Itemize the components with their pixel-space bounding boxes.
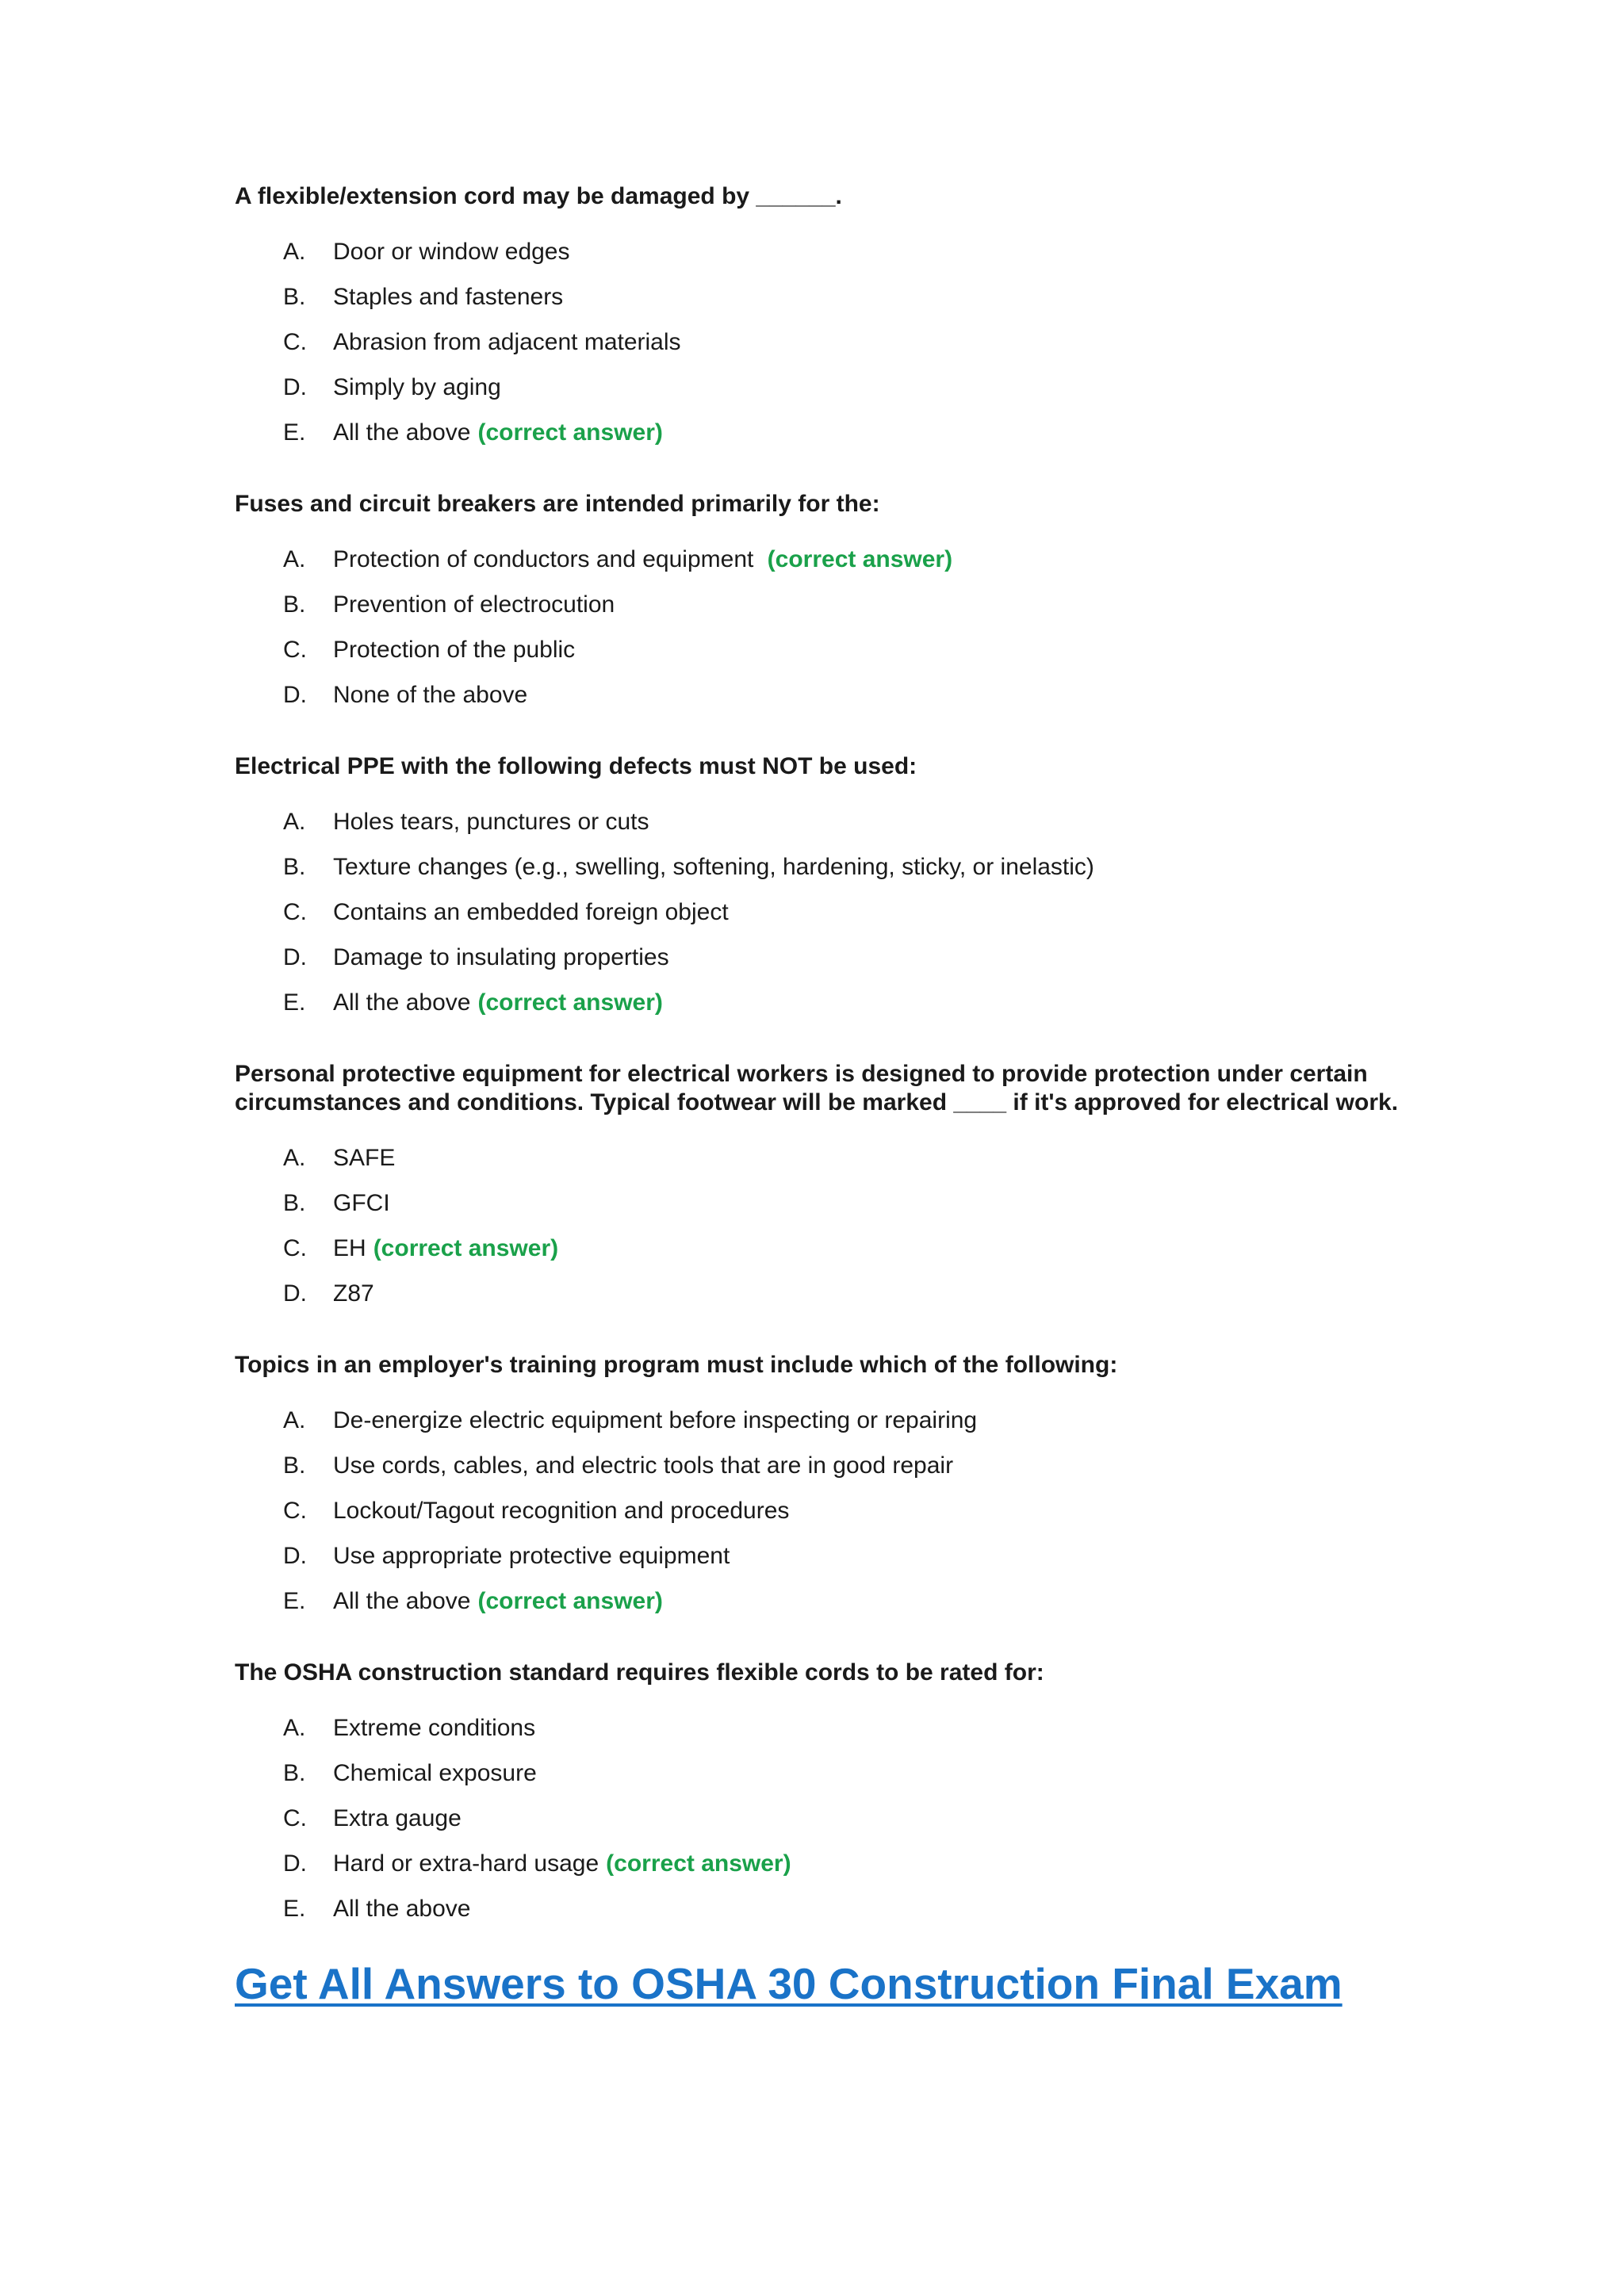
answer-option [283, 1452, 1472, 1480]
correct-answer-tag: (correct answer) [477, 419, 663, 446]
correct-answer-tag: (correct answer) [477, 989, 663, 1016]
option-letter: C. [283, 1805, 307, 1831]
answer-option [283, 1850, 1472, 1878]
question-text: Electrical PPE with the following defects must NOT be used: [235, 753, 917, 779]
answer-options [235, 1144, 1472, 1308]
option-label: Protection of the public [333, 637, 576, 663]
option-letter: A. [283, 1407, 306, 1433]
option-letter: D. [283, 1280, 307, 1307]
option-label: Abrasion from adjacent materials [333, 329, 681, 355]
answer-options [235, 238, 1472, 447]
answer-option [283, 898, 1472, 927]
option-letter: B. [283, 284, 306, 310]
option-label: Extra gauge [333, 1805, 462, 1831]
option-label: Simply by aging [333, 374, 501, 400]
correct-answer-tag: (correct answer) [767, 546, 953, 572]
option-letter: A. [283, 1715, 306, 1741]
option-label: Use appropriate protective equipment [333, 1543, 730, 1569]
option-label: Staples and fasteners [333, 284, 564, 310]
option-letter: D. [283, 374, 307, 400]
option-letter: B. [283, 1760, 306, 1786]
option-label: GFCI [333, 1190, 390, 1216]
answer-option [283, 373, 1472, 402]
answer-option [283, 419, 1472, 447]
answer-option [283, 808, 1472, 836]
question-block [235, 1659, 1472, 1923]
option-label: All the above [333, 1896, 471, 1922]
option-label: Hard or extra-hard usage [333, 1850, 599, 1877]
option-label: Texture changes (e.g., swelling, softening, hardening, sticky, or inelastic) [333, 854, 1094, 880]
option-letter: D. [283, 1850, 307, 1877]
option-label: None of the above [333, 682, 528, 708]
answer-option [283, 1280, 1472, 1308]
answer-option [283, 943, 1472, 972]
answer-option [283, 1234, 1472, 1263]
answer-option [283, 681, 1472, 710]
quiz-document [235, 182, 1472, 2009]
option-label: Protection of conductors and equipment [333, 546, 760, 572]
option-label: Chemical exposure [333, 1760, 537, 1786]
question-block [235, 1060, 1472, 1308]
answer-option [283, 853, 1472, 882]
answer-option [283, 591, 1472, 619]
option-label: Use cords, cables, and electric tools that are in good repair [333, 1452, 954, 1479]
question-text: A flexible/extension cord may be damaged by ______. [235, 183, 842, 209]
answer-option [283, 1804, 1472, 1833]
question-list [235, 182, 1472, 1923]
option-letter: B. [283, 854, 306, 880]
option-letter: C. [283, 329, 307, 355]
option-letter: D. [283, 944, 307, 970]
question-block [235, 490, 1472, 710]
answer-option [283, 1714, 1472, 1743]
answer-option [283, 328, 1472, 357]
answer-options [235, 808, 1472, 1017]
option-label: Prevention of electrocution [333, 591, 615, 618]
option-label: Door or window edges [333, 239, 570, 265]
answer-option [283, 545, 1472, 574]
option-label: EH [333, 1235, 366, 1261]
answer-option [283, 1759, 1472, 1788]
answer-option [283, 1587, 1472, 1616]
answer-option [283, 1144, 1472, 1173]
option-label: Holes tears, punctures or cuts [333, 809, 649, 835]
correct-answer-tag: (correct answer) [373, 1235, 559, 1261]
final-exam-answers-link[interactable]: Get All Answers to OSHA 30 Construction Final Exam [235, 1959, 1342, 2008]
question-text: Personal protective equipment for electrical workers is designed to provide protection under certain circumstances and conditions. Typical footwear will be marked ____ if it's approved for electrical work. [235, 1061, 1399, 1115]
question-text: Topics in an employer's training program must include which of the following: [235, 1352, 1118, 1378]
correct-answer-tag: (correct answer) [606, 1850, 791, 1877]
question-text: The OSHA construction standard requires flexible cords to be rated for: [235, 1659, 1044, 1686]
option-letter: B. [283, 1190, 306, 1216]
option-letter: C. [283, 1498, 307, 1524]
option-label: De-energize electric equipment before inspecting or repairing [333, 1407, 978, 1433]
option-letter: A. [283, 1145, 306, 1171]
correct-answer-tag: (correct answer) [477, 1588, 663, 1614]
answer-option [283, 1189, 1472, 1218]
answer-options [235, 1714, 1472, 1923]
question-block [235, 752, 1472, 1017]
option-label: Lockout/Tagout recognition and procedures [333, 1498, 790, 1524]
question-block [235, 182, 1472, 447]
option-letter: C. [283, 899, 307, 925]
option-letter: E. [283, 989, 306, 1016]
question-block [235, 1351, 1472, 1616]
option-label: All the above [333, 989, 471, 1016]
option-label: Damage to insulating properties [333, 944, 669, 970]
answer-option [283, 636, 1472, 664]
answer-option [283, 1406, 1472, 1435]
answer-option [283, 1497, 1472, 1525]
option-letter: E. [283, 1588, 306, 1614]
option-label: All the above [333, 1588, 471, 1614]
option-letter: B. [283, 1452, 306, 1479]
option-letter: B. [283, 591, 306, 618]
option-label: Extreme conditions [333, 1715, 536, 1741]
option-letter: C. [283, 637, 307, 663]
option-letter: D. [283, 682, 307, 708]
option-letter: A. [283, 546, 306, 572]
answer-options [235, 545, 1472, 710]
option-letter: C. [283, 1235, 307, 1261]
option-letter: E. [283, 419, 306, 446]
option-label: All the above [333, 419, 471, 446]
answer-options [235, 1406, 1472, 1616]
answer-option [283, 238, 1472, 266]
option-letter: E. [283, 1896, 306, 1922]
option-letter: A. [283, 239, 306, 265]
option-label: Contains an embedded foreign object [333, 899, 729, 925]
answer-option [283, 1542, 1472, 1571]
option-label: SAFE [333, 1145, 396, 1171]
question-text: Fuses and circuit breakers are intended primarily for the: [235, 491, 880, 517]
answer-option [283, 283, 1472, 312]
option-label: Z87 [333, 1280, 374, 1307]
option-letter: D. [283, 1543, 307, 1569]
answer-option [283, 989, 1472, 1017]
option-letter: A. [283, 809, 306, 835]
answer-option [283, 1895, 1472, 1923]
